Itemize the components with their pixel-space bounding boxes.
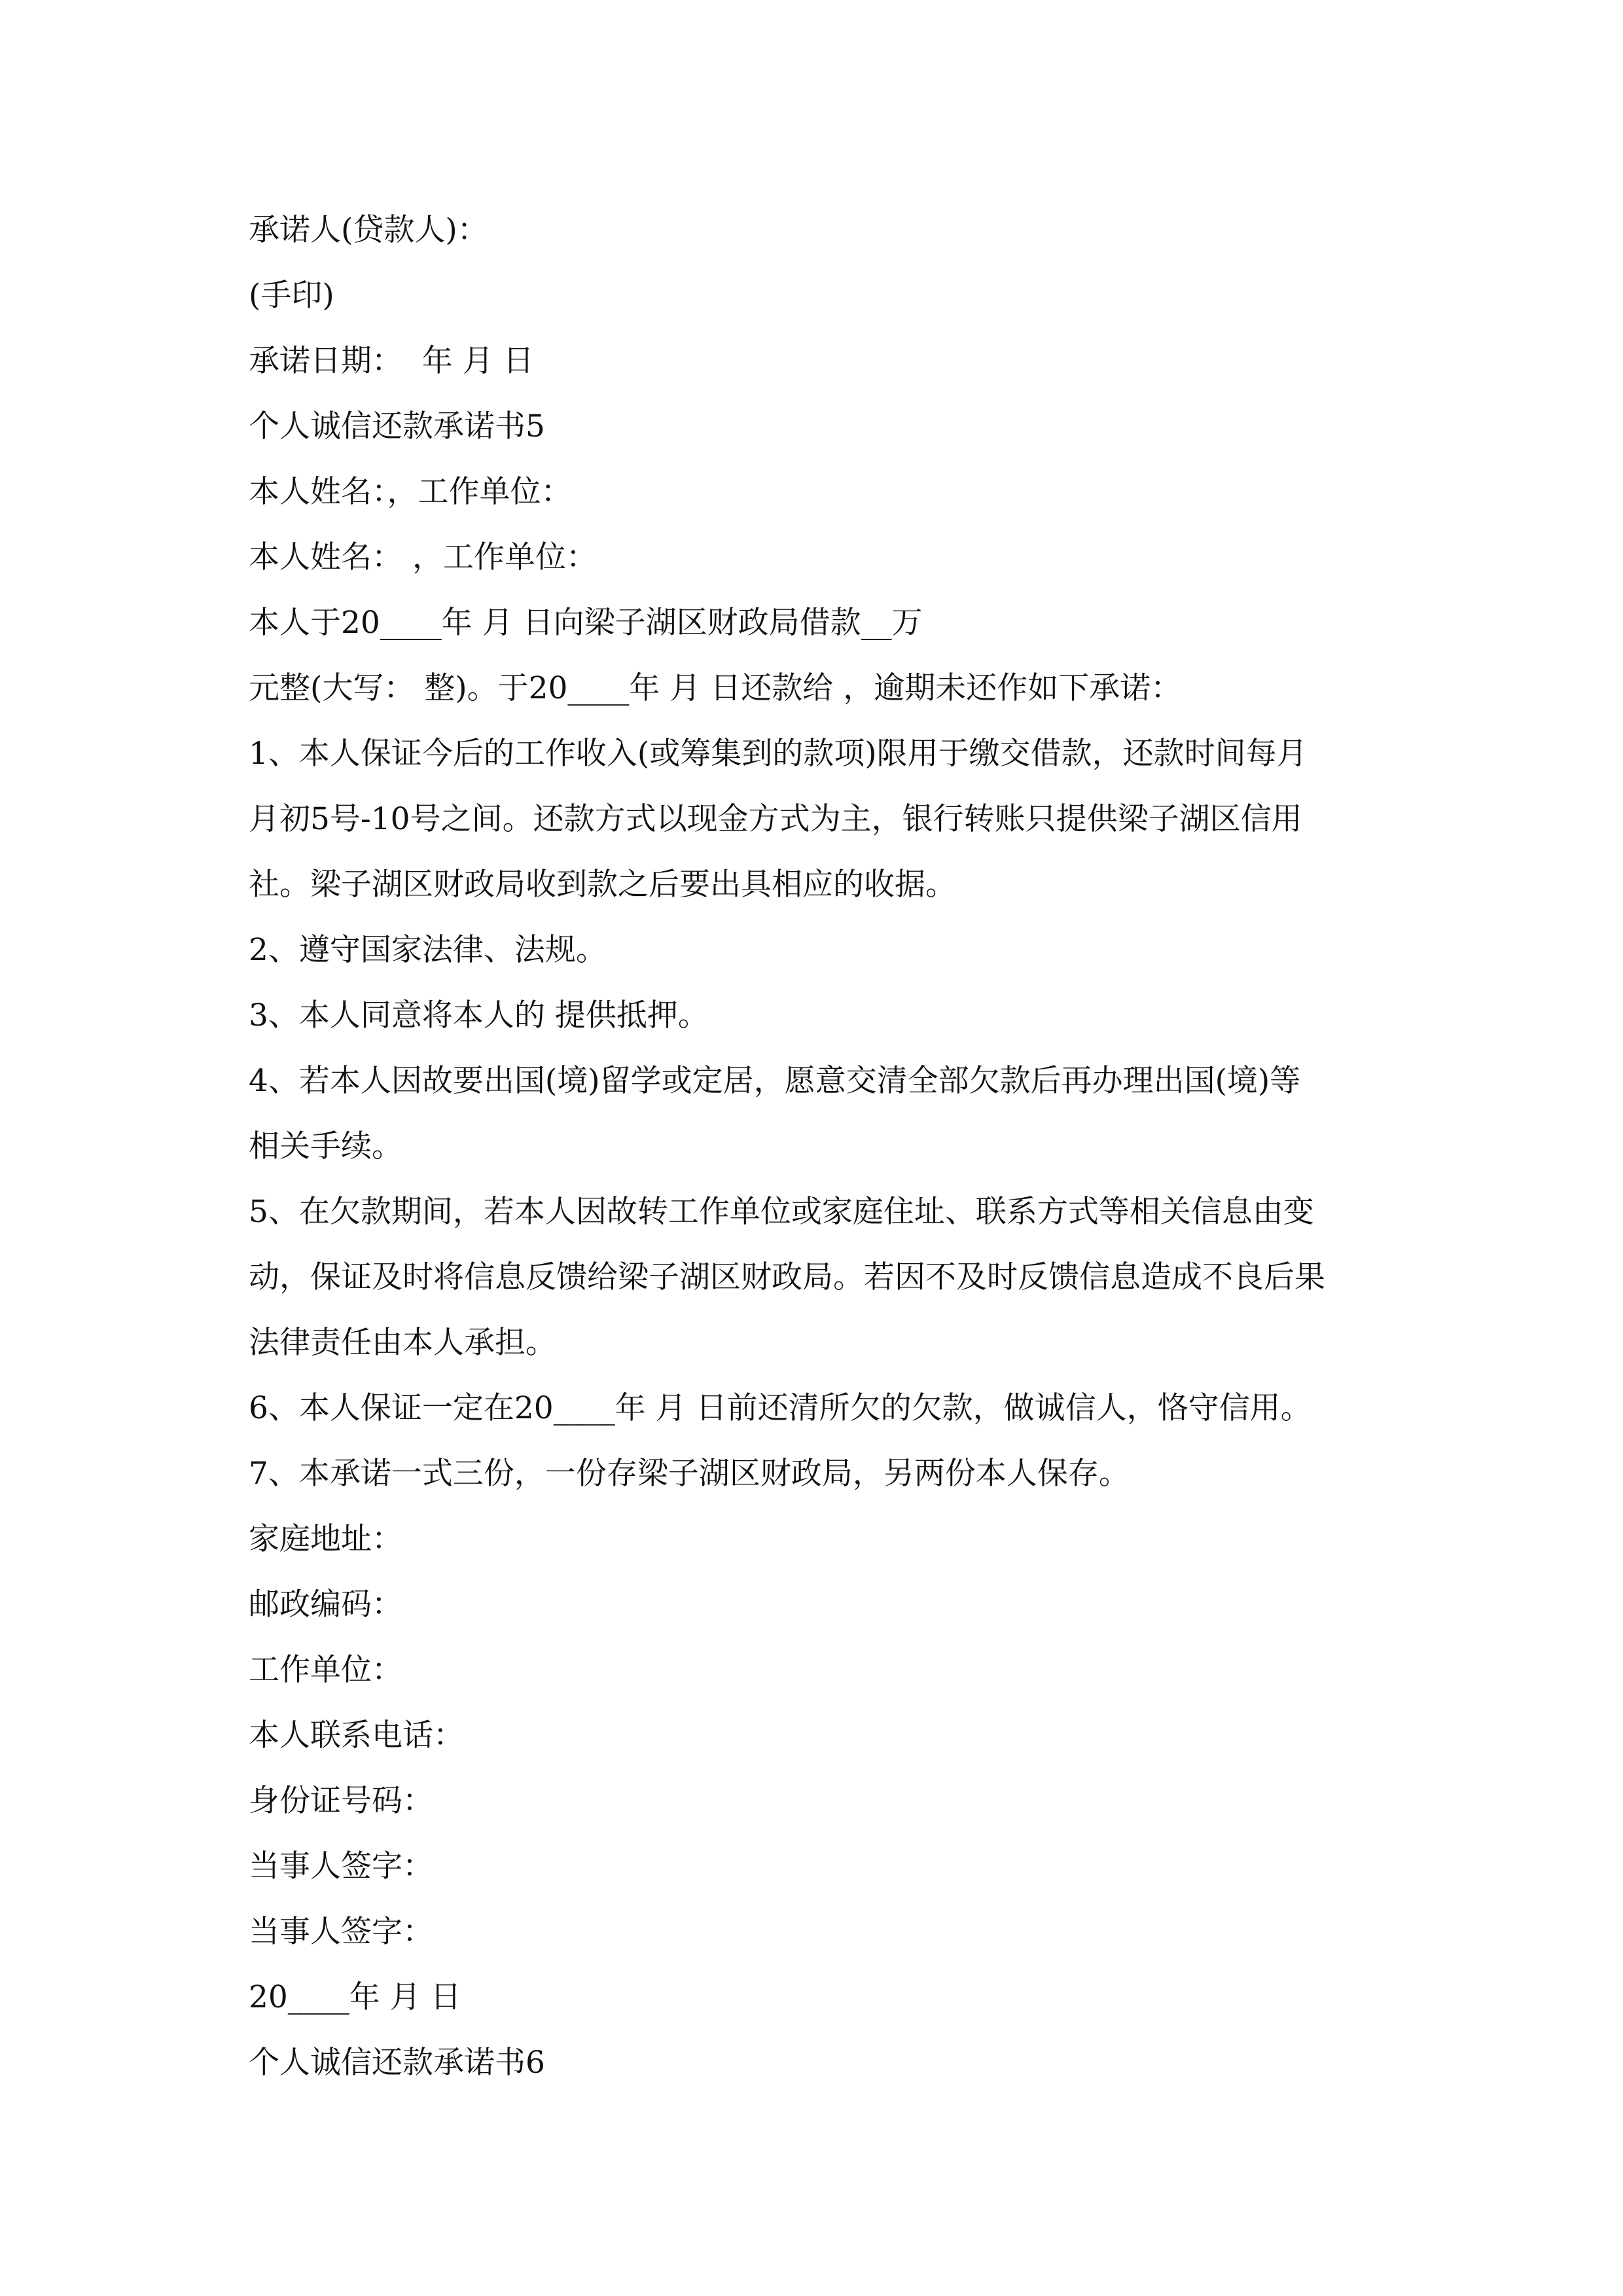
field-label: 邮政编码： [249, 1587, 402, 1623]
text-line: 相关手续。 [249, 1128, 402, 1164]
text-line: 承诺人(贷款人)： [249, 212, 488, 248]
text-line: 法律责任由本人承担。 [249, 1325, 556, 1361]
field-label: 工作单位： [249, 1652, 402, 1688]
text-line: 4、若本人因故要出国(境)留学或定居，愿意交清全部欠款后再办理出国(境)等 [249, 1063, 1301, 1099]
text-line: 7、本承诺一式三份，一份存梁子湖区财政局，另两份本人保存。 [249, 1456, 1130, 1492]
text-line: 本人姓名：，工作单位： [249, 474, 572, 510]
text-line: 2、遵守国家法律、法规。 [249, 932, 607, 968]
text-line: 社。梁子湖区财政局收到款之后要出具相应的收据。 [249, 867, 956, 903]
text-line: 本人姓名： ，工作单位： [249, 539, 597, 575]
text-line: 5、在欠款期间，若本人因故转工作单位或家庭住址、联系方式等相关信息由变 [249, 1194, 1314, 1230]
document-body [249, 198, 1387, 2096]
field-label: 身份证号码： [249, 1783, 433, 1819]
text-line: 3、本人同意将本人的 提供抵押。 [249, 997, 709, 1033]
text-line: 元整(大写： 整)。于20____年 月 日还款给 ，逾期未还作如下承诺： [249, 670, 1182, 706]
field-label: 家庭地址： [249, 1521, 402, 1557]
section-heading: 个人诚信还款承诺书6 [249, 2045, 545, 2081]
section-heading: 个人诚信还款承诺书5 [249, 408, 545, 444]
text-line: 6、本人保证一定在20____年 月 日前还清所欠的欠款，做诚信人，恪守信用。 [249, 1390, 1311, 1426]
date-line: 20____年 月 日 [249, 1979, 461, 2015]
text-line: 本人于20____年 月 日向梁子湖区财政局借款__万 [249, 605, 923, 641]
text-line: 动，保证及时将信息反馈给梁子湖区财政局。若因不及时反馈信息造成不良后果 [249, 1259, 1325, 1295]
text-line: 月初5号-10号之间。还款方式以现金方式为主，银行转账只提供梁子湖区信用 [249, 801, 1302, 837]
text-line: 承诺日期： 年 月 日 [249, 343, 534, 379]
text-line: (手印) [249, 278, 334, 314]
field-label: 本人联系电话： [249, 1717, 464, 1753]
signature-label: 当事人签字： [249, 1848, 433, 1884]
signature-label: 当事人签字： [249, 1914, 433, 1950]
text-line: 1、本人保证今后的工作收入(或筹集到的款项)限用于缴交借款，还款时间每月 [249, 736, 1308, 772]
